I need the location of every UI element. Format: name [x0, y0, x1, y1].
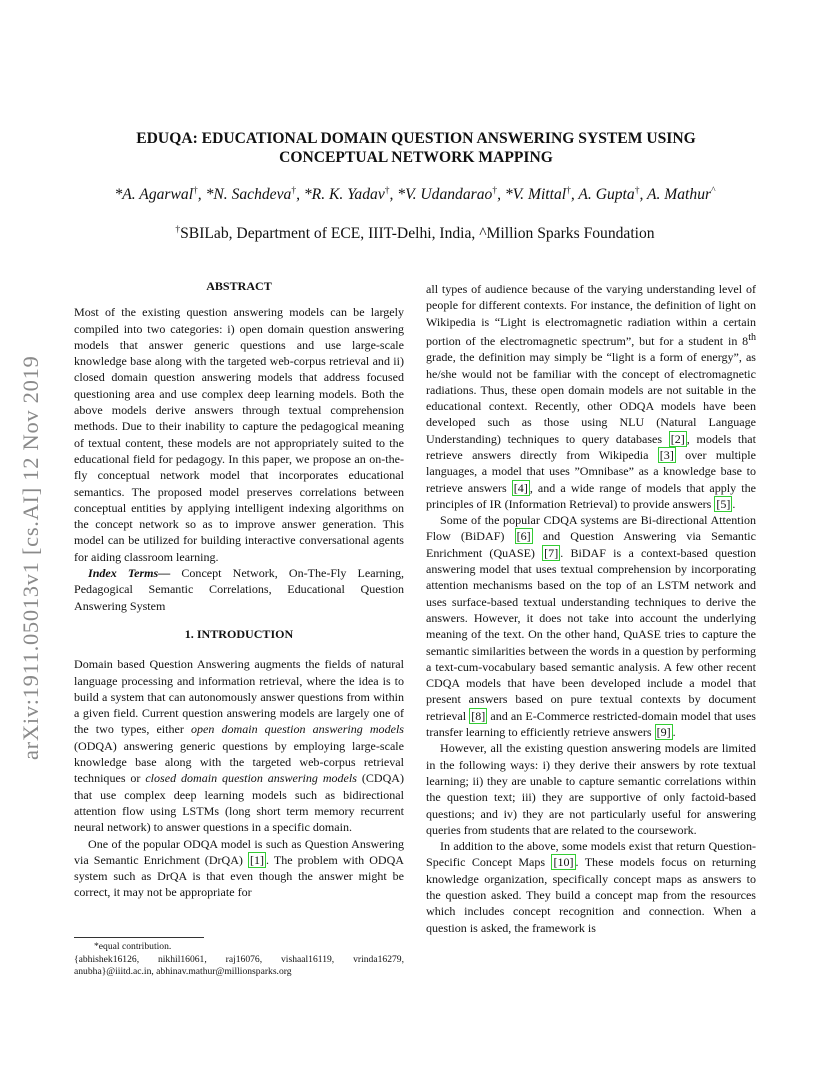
- introduction-heading: 1. INTRODUCTION: [184, 626, 294, 641]
- right-column: [426, 281, 756, 936]
- author-3-mark: †: [384, 186, 390, 196]
- left-column: [74, 278, 404, 901]
- right-p1-text: all types of audience because of the varying understanding level of people for different contexts. For instance, the definition of light on Wikipedia is “Light is electromagnetic radiation within a certain portion of the electromagnetic spectrum”, but for a student in 8: [426, 282, 756, 348]
- intro-p1-text-2: (ODQA) answering generic questions by employing large-scale knowledge base along with the targeted web-corpus retrieval techniques or: [74, 738, 404, 786]
- title-line-1: EDUQA: EDUCATIONAL DOMAIN QUESTION ANSWERING SYSTEM USING: [136, 130, 696, 147]
- citation-link-7[interactable]: [7]: [544, 545, 559, 560]
- affiliation-mark: †: [175, 225, 181, 235]
- intro-p2-text-2: . The problem with ODQA system such as DrQA is that even though the answer might be correct, it may not be appropriate for: [74, 852, 404, 900]
- right-paragraph-1: [426, 281, 756, 512]
- intro-p1-cdqa-term: closed domain question answering models: [145, 771, 357, 786]
- citation-link-10[interactable]: [10]: [553, 855, 574, 870]
- footnote-equal-contribution: *equal contribution.: [94, 941, 172, 952]
- author-2-mark: †: [291, 186, 297, 196]
- abstract-heading: ABSTRACT: [206, 279, 272, 293]
- right-p2-text-5: .: [672, 725, 676, 740]
- right-p2-text-4: and an E-Commerce restricted-domain model that uses transfer learning to efficiently retrieve answers: [426, 708, 756, 740]
- author-2: *N. Sachdeva: [205, 186, 292, 204]
- index-terms-text: Concept Network, On-The-Fly Learning, Pedagogical Semantic Correlations, Educational Question Answering System: [74, 566, 405, 613]
- right-p1-text-3: , models that retrieve answers directly from Wikipedia: [426, 431, 756, 462]
- right-paragraph-2: [426, 512, 756, 740]
- author-3: *R. K. Yadav: [303, 186, 385, 204]
- citation-link-4[interactable]: [4]: [513, 480, 528, 495]
- author-1: *A. Agarwal: [114, 186, 194, 204]
- grade-superscript: th: [748, 331, 756, 343]
- author-list: *A. Agarwal†, *N. Sachdeva†, *R. K. Yadav†, *V. Udandarao†, *V. Mittal†, A. Gupta†, A. Mathur^: [114, 186, 716, 204]
- right-p1-text-4: over multiple languages, a model that uses ”Omnibase” as a knowledge base to retrieve answers: [426, 447, 756, 495]
- affiliation-text: SBILab, Department of ECE, IIIT-Delhi, India, ^Million Sparks Foundation: [180, 225, 655, 243]
- footnote-divider: [74, 937, 204, 938]
- citation-link-9[interactable]: [9]: [656, 725, 671, 740]
- right-paragraph-3: However, all the existing question answering models are limited in the following ways: i) they derive their answers by rote textual learning; ii) they are unable to capture semantic correlations within the question text; iii) they are supportive of only factoid-based questions; and iv) they are not particularly useful for answering queries from students that are related to the coursework.: [426, 741, 756, 837]
- citation-link-3[interactable]: [3]: [659, 447, 674, 462]
- citation-link-5[interactable]: [5]: [716, 496, 731, 511]
- citation-link-1[interactable]: [1]: [249, 852, 265, 867]
- author-6: A. Gupta: [578, 186, 635, 204]
- right-p1-text-5: , and a wide range of models that apply the principles of IR (Information Retrieval) to provide answers: [426, 480, 756, 511]
- right-p2-text-3: . BiDAF is a context-based question answering model that uses textual comprehension by incorporating attention mechanisms based on the top of an LSTM network and uses surface-based textual understanding techniques to derive the answers. However, it does not take into account the underlying meaning of the text. On the other hand, QuASE tries to capture the semantic similarities between the words in a question by performing a text-cum-vocabulary based semantic analysis. A few other recent CDQA models that have been developed include a model that present answers based on pure textual contexts by document retrieval: [426, 545, 756, 723]
- author-6-mark: †: [634, 186, 640, 196]
- right-p2-text: Some of the popular CDQA systems are Bi-directional Attention Flow (BiDAF): [426, 513, 756, 544]
- author-5: *V. Mittal: [504, 186, 567, 204]
- citation-link-8[interactable]: [8]: [471, 708, 486, 723]
- intro-paragraph-1: [74, 656, 404, 835]
- index-terms-label: Index Terms—: [88, 566, 171, 581]
- abstract-text: Most of the existing question answering models can be largely compiled into two categories: i) open domain question answering models that answer generic questions and use large-scale knowledge base along with the targeted web-corpus retrieval and ii) closed domain question answering models that address focused questioning area and use complex deep learning models. Both the above models derive answers through textual comprehension methods. Due to their inability to capture the pedagogical meaning of textual content, these models are not appropriately suited to the educational field for pedagogy. In this paper, we propose an on-the-fly conceptual network model that incorporates educational semantics. The proposed model preserves correlations between conceptual entities by applying intelligent indexing algorithms on the concept network so as to improve answer generation. This model can be utilized for building interactive conversational agents for aiding classroom learning.: [74, 305, 404, 564]
- author-7-mark: ^: [711, 186, 716, 196]
- right-p4-text-2: . These models focus on returning knowledge organization, specifically concept maps as answers to the question asked. They build a concept map from the resources which includes concept recognition and connection. When a question is asked, the framework is: [426, 855, 757, 935]
- citation-link-2[interactable]: [2]: [670, 431, 685, 446]
- affiliation: [40, 225, 790, 243]
- footnotes: [74, 941, 404, 979]
- right-p4-text: In addition to the above, some models exist that return Question-Specific Concept Maps: [426, 839, 756, 870]
- author-7: A. Mathur: [646, 186, 712, 204]
- author-1-mark: †: [193, 186, 198, 196]
- author-4-mark: †: [492, 186, 498, 196]
- title-line-2: CONCEPTUAL NETWORK MAPPING: [279, 149, 553, 166]
- right-p2-text-2: and Question Answering via Semantic Enrichment (QuASE): [426, 529, 756, 560]
- index-terms: [74, 565, 404, 614]
- intro-p2-text: One of the popular ODQA model is such as Question Answering via Semantic Enrichment (DrQA): [74, 836, 404, 867]
- author-4: *V. Udandarao: [397, 186, 493, 204]
- right-p1-text-6: .: [732, 496, 736, 511]
- author-5-mark: †: [566, 186, 571, 196]
- intro-p1-odqa-term: open domain question answering models: [190, 722, 404, 737]
- right-p1-text-2: grade, the definition may simply be “light is a form of energy”, as he/she would not be familiar with the concept of electromagnetic radiations. Thus, these open domain models are not suitable in the educational context. Recently, other ODQA models have been developed such as those using NLU (Natural Language Understanding) techniques to query databases: [426, 350, 756, 446]
- footnote-emails: {abhishek16126, nikhil16061, raj16076, vishaal16119, vrinda16279, anubha}@iiitd.ac.in, abhinav.mathur@millionsparks.org: [74, 953, 404, 977]
- arxiv-stamp: arXiv:1911.05013v1 [cs.AI] 12 Nov 2019: [18, 355, 43, 760]
- intro-paragraph-2: [74, 836, 404, 901]
- paper-title: [60, 129, 772, 167]
- citation-link-6[interactable]: [6]: [516, 529, 531, 544]
- intro-p1-text: Domain based Question Answering augments the fields of natural language processing and information retrieval, where the idea is to build a system that can autonomously answer questions from within a given field. Current question answering models are largely one of the two types, either: [74, 657, 404, 737]
- right-paragraph-4: [426, 838, 756, 936]
- intro-p1-text-3: (CDQA) that use complex deep learning models such as bidirectional attention flow using LSTMs (long short term memory recurrent neural network) to answer questions in a specific domain.: [74, 771, 404, 835]
